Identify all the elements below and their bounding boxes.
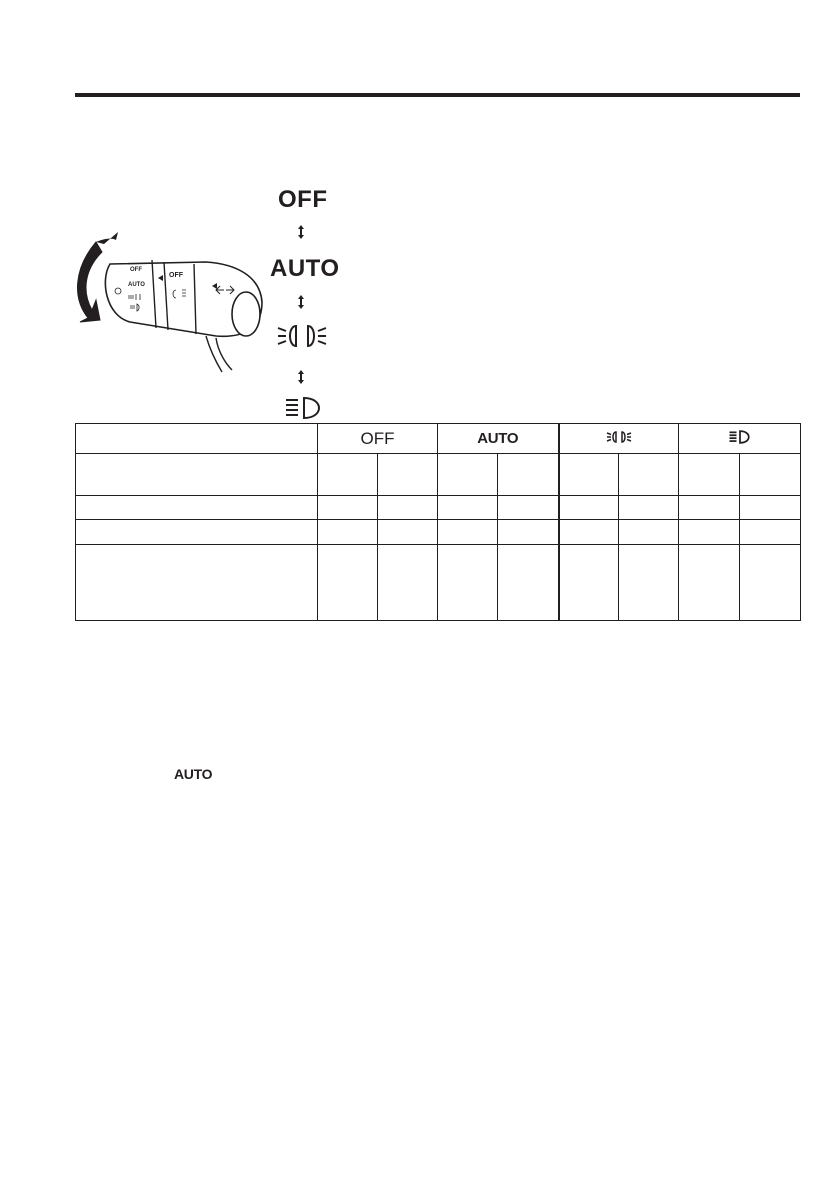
up-down-arrow-icon <box>297 295 305 309</box>
table-header-row <box>76 424 801 454</box>
header-parking <box>559 424 679 454</box>
lights-table <box>75 423 801 621</box>
body-auto-label: AUTO <box>174 766 213 782</box>
header-rule <box>75 93 800 97</box>
legend-auto-label: AUTO <box>270 255 340 282</box>
stalk-off-label: OFF <box>130 267 142 273</box>
headlights-icon <box>728 430 752 444</box>
up-down-arrow-icon <box>297 370 305 384</box>
legend-off-label: OFF <box>278 186 328 213</box>
table-row <box>76 454 801 496</box>
parking-lights-icon <box>276 322 328 350</box>
table-row <box>76 520 801 544</box>
header-auto: AUTO <box>438 424 559 454</box>
stalk-auto-label: AUTO <box>128 282 145 288</box>
table-row <box>76 544 801 620</box>
parking-lights-icon <box>602 430 636 444</box>
header-headlights <box>679 424 801 454</box>
stalk-front-off-label: OFF <box>169 272 183 279</box>
header-off: OFF <box>318 424 438 454</box>
rotation-arrow-icon <box>78 242 102 322</box>
table-row <box>76 496 801 520</box>
headlights-icon <box>284 396 324 420</box>
header-blank-cell <box>76 424 318 454</box>
headlight-switch-illustration <box>56 180 356 420</box>
up-down-arrow-icon <box>297 225 305 239</box>
